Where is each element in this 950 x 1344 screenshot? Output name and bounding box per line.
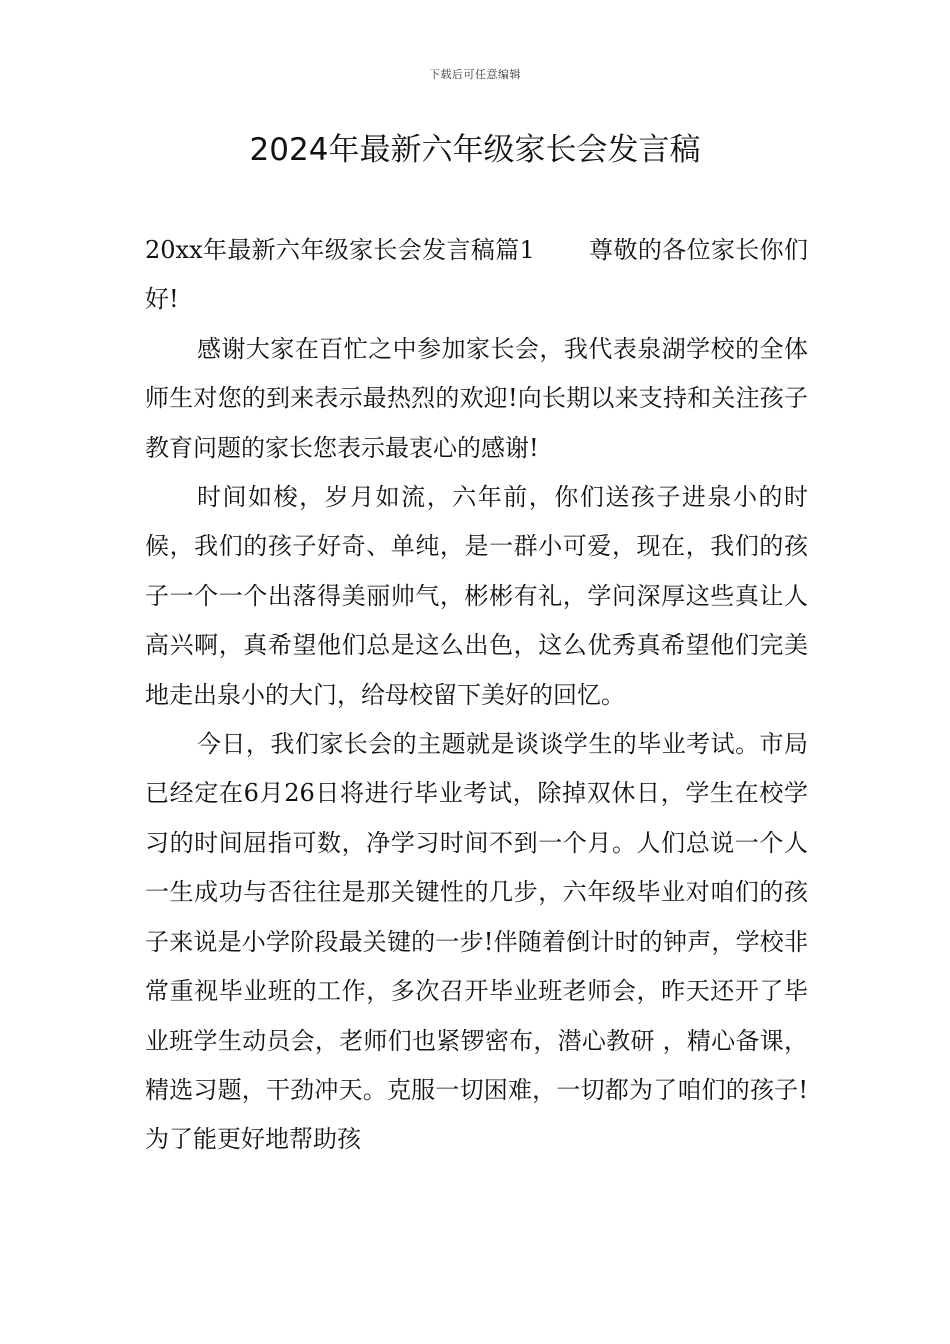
document-body: [145, 226, 808, 1165]
section-heading: 20xx年最新六年级家长会发言稿篇1: [145, 236, 535, 264]
document-title: 2024年最新六年级家长会发言稿: [249, 132, 701, 168]
header-note: 下载后可任意编辑: [429, 68, 521, 81]
salutation: 尊敬的各位家长你们好!: [145, 236, 809, 314]
paragraph-exam: 今日，我们家长会的主题就是谈谈学生的毕业考试。市局已经定在6月26日将进行毕业考试，除掉双休日，学生在校学习的时间屈指可数，净学习时间不到一个月。人们总说一个人一生成功与否往往是那关键性的几步，六年级毕业对咱们的孩子来说是小学阶段最关键的一步!伴随着倒计时的钟声，学校非常重视毕业班的工作，多次召开毕业班老师会，昨天还开了毕业班学生动员会，老师们也紧锣密布，潜心教研 ，精心备课，精选习题，干劲冲天。克服一切困难，一切都为了咱们的孩子!为了能更好地帮助孩: [145, 730, 808, 1154]
paragraph-memories: 时间如梭，岁月如流，六年前，你们送孩子进泉小的时候，我们的孩子好奇、单纯，是一群小可爱，现在，我们的孩子一个一个出落得美丽帅气，彬彬有礼，学问深厚这些真让人高兴啊，真希望他们总是这么出色，这么优秀真希望他们完美地走出泉小的大门，给母校留下美好的回忆。: [145, 483, 808, 709]
paragraph-thanks: 感谢大家在百忙之中参加家长会，我代表泉湖学校的全体师生对您的到来表示最热烈的欢迎!向长期以来支持和关注孩子教育问题的家长您表示最衷心的感谢!: [145, 334, 808, 462]
opening-paragraph: [145, 226, 808, 325]
